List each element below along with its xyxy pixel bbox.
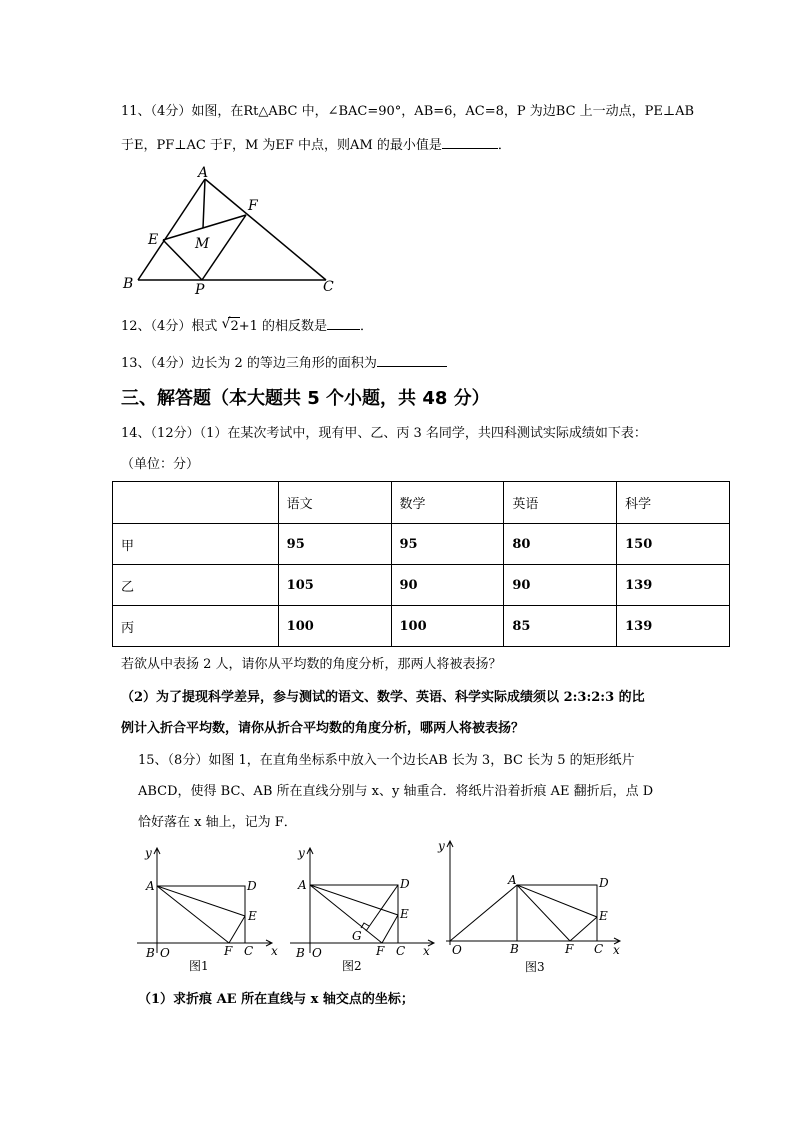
label-c: C: [396, 944, 406, 958]
score-cell: 80: [504, 524, 617, 565]
segment-am: [203, 179, 205, 228]
q14-line1: 14、（12分）（1）在某次考试中，现有甲、乙、丙 3 名同学，共四科测试实际成绩如下表：: [121, 426, 647, 441]
label-m: M: [195, 236, 210, 252]
score-cell: 85: [504, 606, 617, 647]
q11-line1: 11、（4分）如图，在Rt△ABC 中，∠BAC=90°，AB=6，AC=8，P 为边BC 上一动点，PE⊥AB: [121, 104, 695, 119]
q11-triangle-figure: [118, 164, 348, 294]
score-table: [112, 481, 730, 647]
segment-af: [157, 886, 229, 943]
label-a: A: [508, 873, 517, 887]
q15-line1: 15、（8分）如图 1，在直角坐标系中放入一个边长AB 长为 3，BC 长为 5 的矩形纸片: [138, 753, 635, 768]
label-e: E: [248, 909, 257, 923]
label-x: x: [271, 944, 278, 958]
q12-line: 12、（4分）根式 √ 2+1 的相反数是 ．: [121, 316, 374, 334]
label-a: A: [298, 878, 307, 892]
label-c: C: [323, 279, 334, 294]
q13-line: 13、（4分）边长为 2 的等边三角形的面积为: [121, 354, 447, 372]
label-p: P: [195, 282, 205, 294]
section-title: 三、解答题（本大题共 5 个小题，共 48 分）: [121, 388, 490, 409]
crease-ae: [517, 885, 597, 917]
rectangle-abcd: [157, 886, 245, 943]
score-cell: 139: [617, 606, 730, 647]
table-row: [113, 565, 730, 606]
label-b: B: [146, 946, 155, 960]
q15-figure-1: [132, 843, 292, 973]
label-d: D: [400, 877, 410, 891]
score-cell: 95: [278, 524, 391, 565]
segment-ef: [229, 916, 245, 943]
label-f: F: [565, 942, 574, 956]
q15-figure-3: [430, 835, 630, 975]
segment-af: [517, 885, 570, 941]
score-cell: 139: [617, 565, 730, 606]
score-cell: 95: [391, 524, 504, 565]
q11-line2: 于E，PF⊥AC 于F，M 为EF 中点，则AM 的最小值是 ．: [121, 138, 511, 153]
label-d: D: [247, 879, 257, 893]
label-b: B: [510, 942, 519, 956]
table-header-cell: 语文: [278, 482, 391, 524]
label-o: O: [312, 946, 322, 960]
table-header-cell: 数学: [391, 482, 504, 524]
table-header-cell: [113, 482, 279, 524]
label-o: O: [452, 943, 462, 957]
q14-after-table: 若欲从中表扬 2 人，请你从平均数的角度分析，那两人将被表扬？: [121, 657, 502, 672]
edge-ca: [205, 179, 326, 280]
label-y: y: [298, 846, 305, 860]
q12-answer-blank[interactable]: [327, 317, 360, 330]
student-name: 丙: [113, 606, 279, 647]
label-d: D: [599, 876, 609, 890]
q14-part2-line1: （2）为了提现科学差异，参与测试的语文、数学、英语、科学实际成绩须以 2:3:2:3 的比: [121, 690, 645, 705]
label-y: y: [145, 846, 152, 860]
student-name: 甲: [113, 524, 279, 565]
label-e: E: [599, 909, 608, 923]
table-header-cell: 英语: [504, 482, 617, 524]
q15-figure-2: [286, 843, 446, 973]
crease-ae: [310, 885, 398, 915]
q15-part1: （1）求折痕 AE 所在直线与 x 轴交点的坐标；: [138, 992, 414, 1007]
fig-caption: 图1: [189, 959, 209, 973]
label-c: C: [244, 944, 254, 958]
rectangle-abcd: [517, 885, 597, 941]
table-header-row: [113, 482, 730, 524]
label-b: B: [123, 276, 134, 292]
label-y: y: [438, 839, 445, 853]
crease-ae: [157, 886, 245, 916]
score-cell: 100: [391, 606, 504, 647]
label-e: E: [148, 232, 159, 248]
label-g: G: [352, 929, 362, 943]
label-f: F: [224, 944, 233, 958]
segment-oa: [450, 885, 517, 941]
label-a: A: [198, 165, 209, 181]
label-f: F: [376, 944, 385, 958]
sqrt-expression: √ 2: [221, 316, 239, 334]
q14-unit: （单位：分）: [121, 457, 200, 472]
fig-caption: 图3: [525, 960, 545, 974]
fig-caption: 图2: [342, 959, 362, 973]
label-f: F: [248, 198, 258, 214]
label-x: x: [613, 943, 620, 957]
q14-part2-line2: 例计入折合平均数，请你从折合平均数的角度分析，哪两人将被表扬？: [121, 721, 525, 736]
label-a: A: [146, 879, 155, 893]
table-header-cell: 科学: [617, 482, 730, 524]
score-cell: 90: [504, 565, 617, 606]
q13-answer-blank[interactable]: [377, 354, 447, 367]
edge-ab: [138, 179, 205, 280]
label-o: O: [160, 946, 170, 960]
student-name: 乙: [113, 565, 279, 606]
score-cell: 150: [617, 524, 730, 565]
q15-line3: 恰好落在 x 轴上，记为 F．: [138, 815, 297, 830]
label-b: B: [296, 946, 305, 960]
score-cell: 100: [278, 606, 391, 647]
score-cell: 105: [278, 565, 391, 606]
table-row: [113, 606, 730, 647]
table-row: [113, 524, 730, 565]
segment-af: [310, 885, 382, 943]
q11-answer-blank[interactable]: [442, 136, 498, 149]
score-cell: 90: [391, 565, 504, 606]
label-x: x: [423, 944, 430, 958]
segment-ef: [570, 917, 597, 941]
segment-ef: [382, 915, 398, 943]
q15-line2: ABCD，使得 BC、AB 所在直线分别与 x、y 轴重合．将纸片沿着折痕 AE 翻折后，点 D: [138, 784, 654, 799]
label-c: C: [594, 942, 604, 956]
label-e: E: [400, 907, 409, 921]
